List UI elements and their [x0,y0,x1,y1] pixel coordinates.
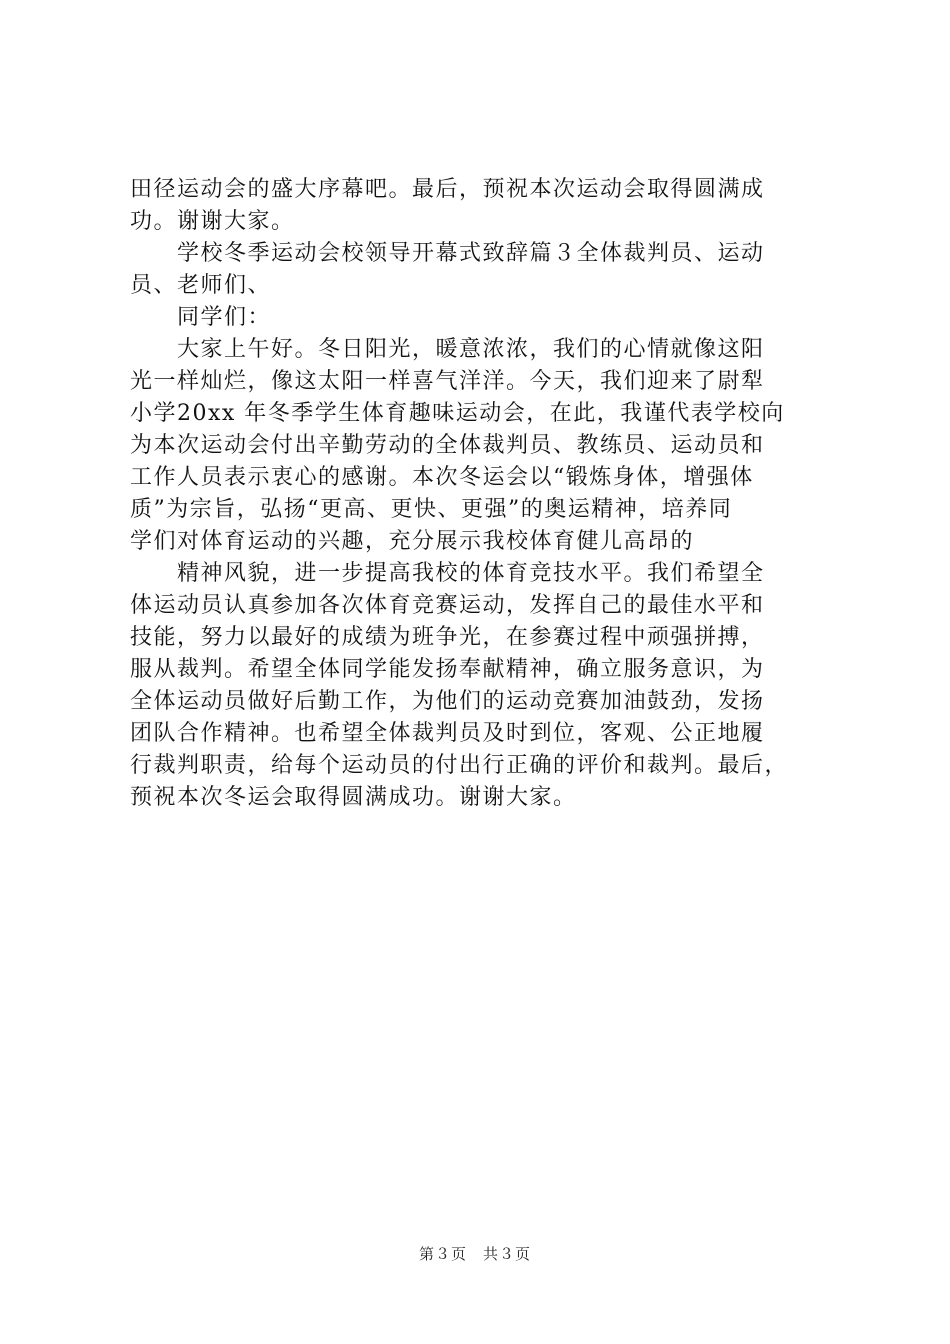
text-line: 学们对体育运动的兴趣，充分展示我校体育健儿高昂的 [130,529,695,554]
text-line: 预祝本次冬运会取得圆满成功。谢谢大家。 [130,785,577,810]
text-line: 光一样灿烂，像这太阳一样喜气洋洋。今天，我们迎来了尉犁 [130,369,765,394]
text-line: 技能，努力以最好的成绩为班争光，在参赛过程中顽强拼搏， [130,625,765,650]
text-line: 田径运动会的盛大序幕吧。最后，预祝本次运动会取得圆满成 [130,177,765,202]
text-line: 团队合作精神。也希望全体裁判员及时到位，客观、公正地履 [130,721,765,746]
text-line: 质”为宗旨，弘扬“更高、更快、更强”的奥运精神，培养同 [130,497,733,522]
text-line: 服从裁判。希望全体同学能发扬奉献精神，确立服务意识，为 [130,657,765,682]
text-line: 员、老师们、 [130,273,272,298]
text-line: 学校冬季运动会校领导开幕式致辞篇３全体裁判员、运动 [130,241,765,266]
text-line: 同学们： [130,305,272,330]
text-line: 大家上午好。冬日阳光，暖意浓浓，我们的心情就像这阳 [130,337,765,362]
document-body [130,174,830,814]
text-line: 为本次运动会付出辛勤劳动的全体裁判员、教练员、运动员和 [130,433,765,458]
text-line: 工作人员表示衷心的感谢。本次冬运会以“锻炼身体，增强体 [130,465,754,490]
text-line: 功。谢谢大家。 [130,209,295,234]
text-line: 精神风貌，进一步提高我校的体育竞技水平。我们希望全 [130,561,765,586]
text-line: 体运动员认真参加各次体育竞赛运动，发挥自己的最佳水平和 [130,593,765,618]
text-line: 全体运动员做好后勤工作，为他们的运动竞赛加油鼓劲，发扬 [130,689,765,714]
text-line: 行裁判职责，给每个运动员的付出行正确的评价和裁判。最后， [130,753,789,778]
page-number-footer: 第３页 共３页 [418,1245,531,1263]
text-line: 小学20xx 年冬季学生体育趣味运动会，在此，我谨代表学校向 [130,401,785,426]
